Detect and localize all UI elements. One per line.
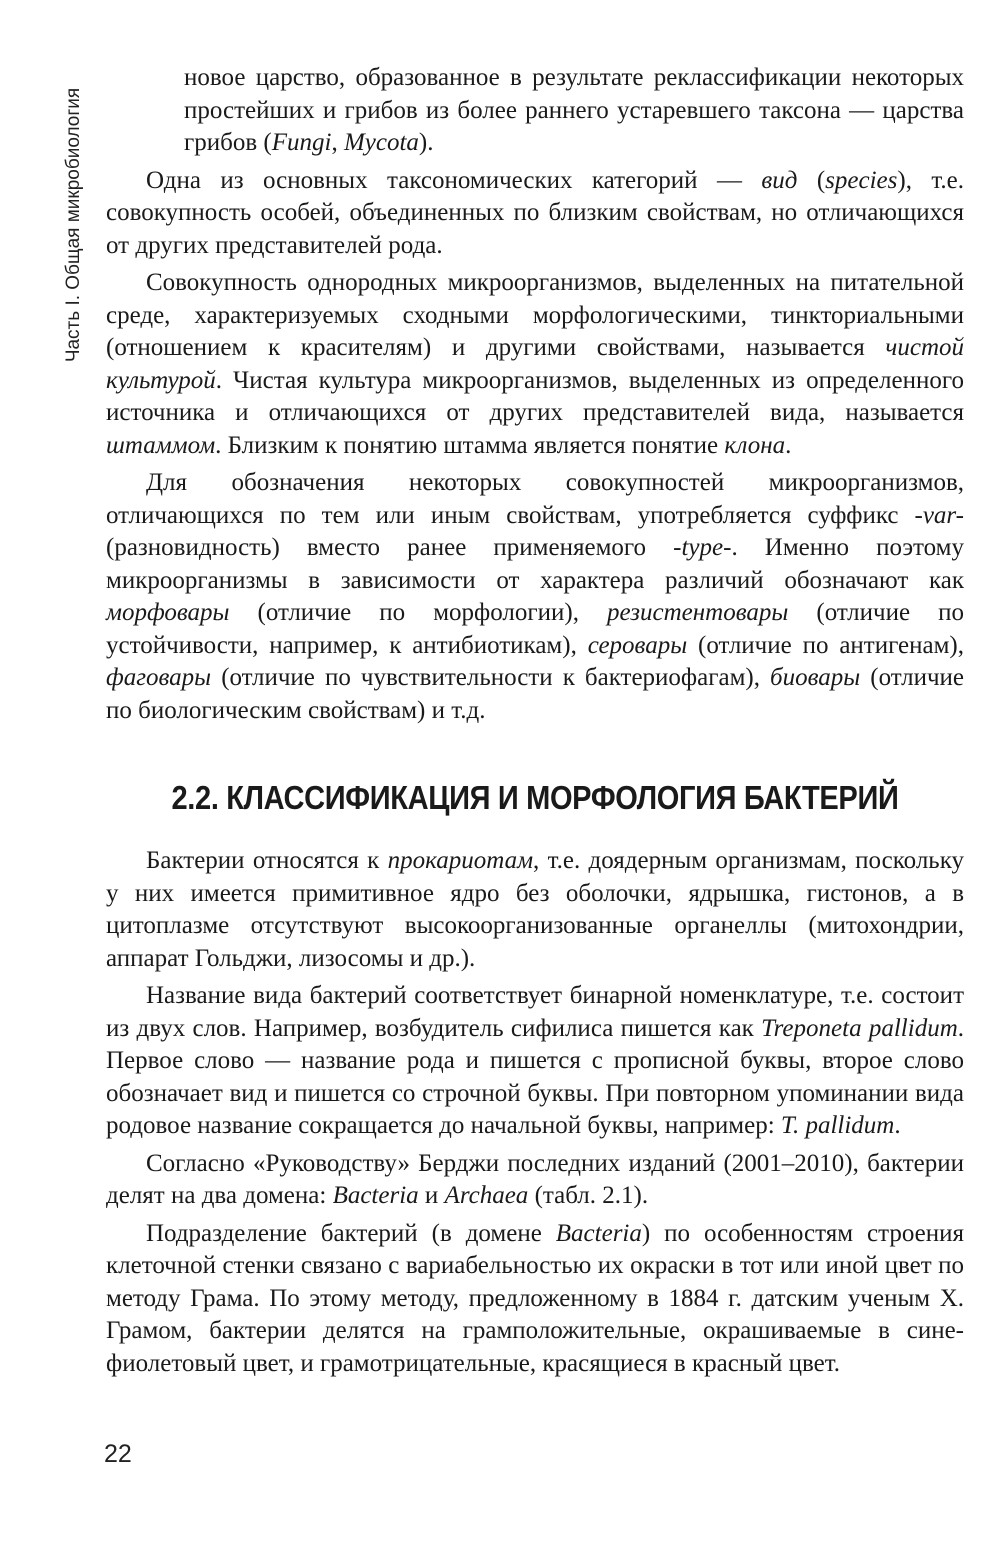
text-run: . Первое слово — название рода и пишется с прописной буквы, второе слово обозначает вид и пишется со строчной буквы. При повторном упоминании вида родовое название сокращается до начальной буквы, например: [106, 1014, 964, 1139]
text-run: 2.2. КЛАССИФИКАЦИЯ И МОРФОЛОГИЯ БАКТЕРИЙ [171, 779, 899, 816]
text-run: ( [797, 166, 826, 194]
text-run: (отличие по биологическим свойствам) и т.д. [106, 664, 964, 724]
paragraph-gram [106, 1218, 964, 1381]
text-run: (отличие по чувствительности к бактериофагам), [211, 664, 771, 691]
text-run: Подразделение бактерий (в домене [146, 1219, 556, 1247]
italic-term: Archaea [444, 1182, 529, 1209]
text-run: Для обозначения некоторых совокупностей микроорганизмов, отличающихся по тем или иным свойствам, употребляется суффикс [106, 469, 964, 529]
text-run: Бактерии относятся к [146, 847, 388, 874]
italic-term: морфовары [106, 599, 230, 626]
paragraph-bergey [106, 1148, 964, 1213]
text-run: и [418, 1182, 445, 1209]
italic-term: Mycota [343, 129, 419, 156]
italic-term: чистой культурой [106, 334, 964, 394]
text-run: ), т.е. совокупность особей, объединенных по близким свойствам, но отличающихся от других представителей рода. [106, 166, 965, 259]
running-header [54, 60, 94, 390]
italic-term: Bacteria [332, 1182, 419, 1209]
page-number: 22 [104, 1440, 132, 1468]
text-run: Название вида бактерий соответствует бинарной номенклатуре, т.е. состоит из двух слов. Например, возбудитель сифилиса пишется как [106, 982, 964, 1042]
running-header-text: Часть I. Общая микробиология [63, 87, 84, 363]
italic-term: вид [761, 166, 798, 194]
italic-term: -type- [673, 534, 732, 561]
paragraph-pure-culture [106, 267, 964, 462]
paragraph-species [106, 165, 964, 263]
text-run: , [331, 129, 344, 156]
italic-term: Fungi [271, 129, 332, 156]
section-heading [157, 777, 912, 819]
italic-term: T. pallidum [780, 1112, 895, 1139]
text-run: Совокупность однородных микроорганизмов, выделенных на питательной среде, характеризуемых сходными морфологическими, тинкториальными (отношением к красителям) и другими свойствами, называется [106, 269, 964, 361]
text-run: новое царство, образованное в результате реклассификации некоторых простейших и грибов из более раннего устаревшего таксона — царства грибов ( [184, 64, 964, 156]
italic-term: прокариотам [387, 847, 534, 874]
text-run: . Чистая культура микроорганизмов, выделенных из определенного источника и отличающихся от других представителей вида, называется [106, 366, 964, 426]
text-run: (отличие по устойчивости, например, к антибиотикам), [106, 599, 964, 659]
italic-term: клона [724, 431, 786, 459]
text-run: . Именно поэтому микроорганизмы в зависимости от характера различий обозначают как [106, 534, 964, 594]
text-run: Одна из основных таксономических категорий — [146, 166, 762, 194]
text-run: (табл. 2.1). [528, 1182, 649, 1209]
text-run: . Близким к понятию штамма является понятие [215, 431, 725, 459]
italic-term: фаговары [106, 664, 212, 691]
italic-term: штаммом [106, 431, 216, 459]
italic-term: резистентовары [606, 599, 789, 626]
text-run: . [894, 1112, 901, 1139]
text-run: (отличие по морфологии), [229, 599, 607, 626]
italic-term: биовары [770, 664, 861, 691]
text-run: (отличие по антигенам), [687, 631, 964, 659]
paragraph-var-suffix [106, 467, 964, 727]
paragraph-prokaryotes [106, 845, 964, 975]
page-body [106, 62, 964, 1380]
italic-term: species [825, 166, 898, 194]
text-run: . [785, 431, 792, 459]
text-run: Согласно «Руководству» Берджи последних изданий (2001–2010), бактерии делят на два домена: [106, 1149, 964, 1209]
text-run: (разновидность) вместо ранее применяемого [106, 534, 674, 561]
text-run: , т.е. доядерным организмам, поскольку у них имеется примитивное ядро без оболочки, ядрышка, гистонов, а в цитоплазме отсутствуют высокоорганизованные органеллы (митохондрии, аппарат Гольджи, лизосомы и др.). [106, 847, 964, 972]
italic-term: Bacteria [555, 1219, 642, 1247]
italic-term: серовары [587, 631, 688, 659]
paragraph-binary-nomenclature [106, 980, 964, 1143]
text-run: ). [418, 129, 434, 156]
text-run: ) по особенностям строения клеточной стенки связано с вариабельностью их окраски в тот или иной цвет по методу Грама. По этому методу, предложенному в 1884 г. датским ученым Х. Грамом, бактерии делятся на грамположительные, окрашиваемые в сине-фиолетовый цвет, и грамотрицательные, красящиеся в красный цвет. [106, 1219, 964, 1377]
italic-term: -var- [914, 501, 964, 529]
italic-term: Treponeta pallidum [761, 1014, 958, 1042]
paragraph-intro-continued [106, 62, 964, 160]
